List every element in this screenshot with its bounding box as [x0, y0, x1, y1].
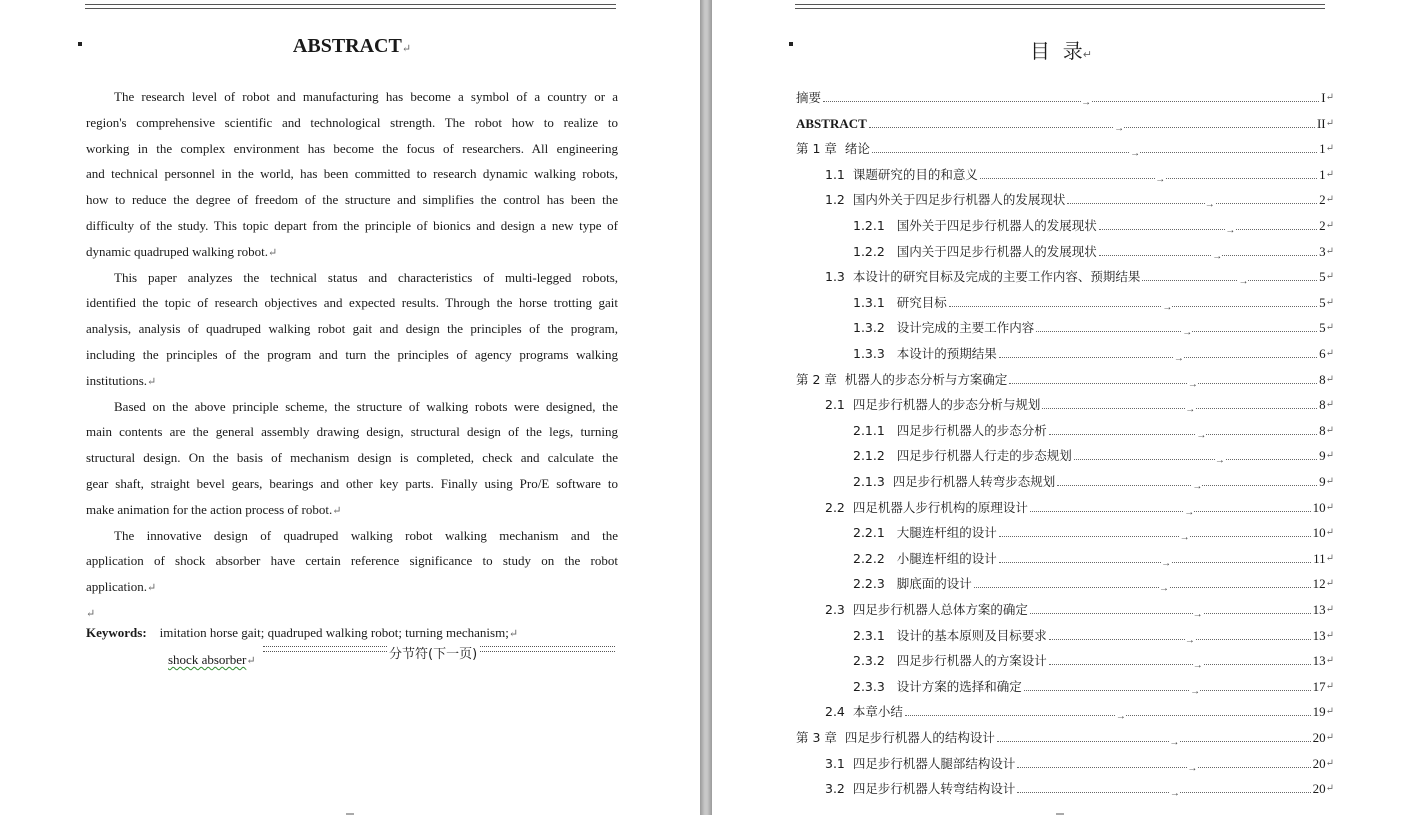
paragraph-mark-icon: ↵	[1325, 706, 1334, 718]
toc-dot-leader	[1024, 685, 1311, 697]
toc-entry-page: 5	[1319, 320, 1326, 336]
toc-entry[interactable]	[853, 523, 1334, 544]
toc-dot-leader	[872, 148, 1317, 160]
toc-dot-leader	[1042, 404, 1317, 416]
abstract-line: working in the complex environment has become the focus of researchers. All engineering	[86, 140, 618, 156]
tab-arrow-icon: →	[1225, 225, 1236, 236]
toc-entry[interactable]	[796, 728, 1334, 746]
toc-entry-page: 19	[1312, 704, 1326, 720]
toc-dot-leader	[999, 557, 1311, 569]
paragraph-mark-icon: ↵	[1325, 143, 1334, 155]
toc-dot-leader	[980, 173, 1317, 185]
toc-entry-label: 1.3.3 本设计的预期结果	[853, 346, 997, 361]
toc-entry-page: 9	[1319, 474, 1326, 489]
paragraph-mark-icon: ↵	[1325, 424, 1334, 436]
empty-paragraph-mark: ↵	[86, 608, 96, 620]
toc-entry-label: 1.3.1 研究目标	[853, 294, 947, 310]
toc-entry-label: 2.2.1 大腿连杆组的设计	[853, 525, 997, 541]
toc-entry[interactable]	[825, 754, 1334, 772]
tab-arrow-icon: →	[1184, 506, 1195, 518]
toc-entry-label: 2.1.1 四足步行机器人的步态分析	[853, 422, 1047, 438]
toc-entry-label: 第 3 章 四足步行机器人的结构设计	[796, 730, 995, 745]
keywords-label: Keywords:	[86, 625, 147, 640]
toc-entry[interactable]	[825, 779, 1334, 800]
abstract-line: how to reduce the degree of freedom of the structure and simplifies the control has been the	[86, 192, 618, 208]
paragraph-mark-icon: ↵	[1325, 117, 1334, 129]
page-header-rule	[795, 4, 1325, 9]
tab-arrow-icon: →	[1115, 711, 1126, 723]
paragraph-mark-icon: ↵	[1325, 322, 1334, 334]
toc-dot-leader	[999, 353, 1317, 364]
paragraph-mark-icon: ↵	[147, 582, 157, 595]
keywords-line-2: shock absorber↵	[168, 652, 256, 667]
toc-entry[interactable]	[853, 216, 1334, 234]
tab-arrow-icon: →	[1192, 481, 1203, 492]
toc-dot-leader	[1017, 788, 1310, 800]
paragraph-mark-icon: ↵	[1325, 604, 1334, 615]
tab-arrow-icon: →	[1190, 685, 1201, 697]
tab-arrow-icon: →	[1169, 788, 1180, 800]
toc-entry-page: 10	[1312, 499, 1326, 515]
abstract-line: The innovative design of quadruped walking robot walking mechanism and the	[114, 527, 618, 543]
tab-arrow-icon: →	[1130, 148, 1141, 160]
toc-entry-page: 12	[1312, 576, 1326, 592]
tab-arrow-icon: →	[1179, 532, 1190, 544]
toc-entry-page: 17	[1312, 678, 1326, 694]
toc-entry-page: 5	[1319, 269, 1326, 285]
toc-entry[interactable]	[825, 267, 1334, 288]
toc-entry-page: 9	[1319, 448, 1326, 464]
abstract-line: This paper analyzes the technical status and characteristics of multi-legged robots,	[114, 269, 618, 285]
toc-page	[712, 0, 1407, 815]
paragraph-mark-icon: ↵	[1325, 680, 1334, 692]
abstract-page	[0, 0, 700, 815]
toc-dot-leader	[1036, 327, 1317, 339]
tab-arrow-icon: →	[1185, 404, 1196, 416]
toc-entry[interactable]	[853, 472, 1334, 490]
toc-entry[interactable]	[796, 139, 1334, 160]
paragraph-mark-bullet	[789, 42, 793, 46]
keywords-text: imitation horse gait; quadruped walking robot; turning mechanism;	[159, 625, 509, 640]
tab-arrow-icon: →	[1173, 353, 1184, 364]
toc-dot-leader	[905, 711, 1311, 723]
toc-dot-leader	[1009, 378, 1317, 390]
tab-arrow-icon: →	[1182, 327, 1193, 339]
toc-entry-label: 2.2.3 脚底面的设计	[853, 576, 972, 592]
toc-entry-label: 1.3.2 设计完成的主要工作内容	[853, 320, 1035, 336]
toc-entry[interactable]	[853, 651, 1334, 672]
tab-arrow-icon: →	[1155, 173, 1166, 185]
toc-entry-page: 2	[1319, 218, 1326, 233]
abstract-line: application of shock absorber have certain reference significance to study on the robot	[86, 553, 618, 569]
paragraph-mark-icon: ↵	[1325, 348, 1334, 359]
abstract-line: dynamic quadruped walking robot.↵	[86, 243, 278, 259]
keywords-line: Keywords: imitation horse gait; quadruped walking robot; turning mechanism;↵	[86, 625, 519, 640]
toc-entry-page: I	[1321, 90, 1326, 105]
toc-dot-leader	[869, 122, 1315, 134]
abstract-line: including the principles of the program and turn the principles of agency programs walking	[86, 347, 618, 362]
toc-entry[interactable]	[853, 626, 1334, 644]
toc-entry-page: 13	[1312, 602, 1326, 617]
paragraph-mark-icon: ↵	[1325, 501, 1334, 513]
toc-entry-page: 10	[1312, 525, 1326, 541]
paragraph-mark-icon: ↵	[1325, 629, 1334, 641]
paragraph-mark-icon: ↵	[1325, 450, 1334, 462]
abstract-line: application.↵	[86, 579, 157, 595]
abstract-line: region's comprehensive scientific and technological strength. The robot how to realize to	[86, 114, 618, 130]
toc-entry-label: 第 2 章 机器人的步态分析与方案确定	[796, 371, 1008, 387]
toc-entry-label: 1.1 课题研究的目的和意义	[825, 166, 978, 182]
paragraph-mark-icon: ↵	[1325, 296, 1334, 308]
paragraph-mark-icon: ↵	[267, 246, 278, 259]
toc-dot-leader	[1030, 506, 1311, 518]
toc-entry[interactable]	[853, 549, 1334, 567]
page-gutter	[700, 0, 712, 815]
toc-dot-leader	[1049, 634, 1311, 646]
tab-arrow-icon: →	[1192, 660, 1203, 672]
toc-entry[interactable]	[853, 318, 1334, 339]
toc-entry-label: 1.2.2 国内关于四足步行机器人的发展现状	[853, 243, 1097, 259]
toc-entry[interactable]	[853, 344, 1334, 362]
toc-entry-page: II	[1316, 115, 1326, 131]
paragraph-mark-icon: ↵	[1325, 527, 1334, 539]
abstract-line: and technical personnel in the world, has been committed to research dynamic walking robots,	[86, 166, 618, 182]
toc-entry-label: 3.2 四足步行机器人转弯结构设计	[825, 781, 1016, 797]
toc-entry[interactable]	[853, 421, 1334, 439]
page-header-rule	[85, 4, 616, 9]
toc-dot-leader	[1099, 250, 1317, 262]
toc-entry[interactable]	[825, 395, 1334, 416]
toc-entry[interactable]	[853, 574, 1334, 595]
abstract-line: gear shaft, straight bevel gears, bearings and other key parts. Finally using Pro/E software to	[86, 476, 618, 491]
toc-dot-leader	[1057, 481, 1317, 492]
toc-entry-label: 2.4 本章小结	[825, 704, 903, 720]
toc-entry-page: 5	[1319, 294, 1326, 310]
paragraph-mark-icon: ↵	[1325, 220, 1334, 231]
toc-entry-page: 13	[1312, 653, 1326, 669]
toc-entry-label: ABSTRACT	[796, 115, 867, 131]
toc-entry[interactable]	[853, 446, 1334, 467]
paragraph-mark-icon: ↵	[1325, 578, 1334, 590]
tab-arrow-icon: →	[1196, 429, 1207, 441]
paragraph-mark-icon: ↵	[1325, 476, 1334, 487]
keywords-text-2: shock absorber	[168, 652, 247, 667]
toc-entry-label: 2.3.2 四足步行机器人的方案设计	[853, 653, 1047, 669]
toc-entry-label: 2.3 四足步行机器人总体方案的确定	[825, 602, 1028, 617]
tab-arrow-icon: →	[1187, 762, 1198, 774]
abstract-line: Based on the above principle scheme, the structure of walking robots were designed, the	[114, 398, 618, 414]
toc-entry[interactable]	[796, 370, 1334, 388]
paragraph-mark-icon: ↵	[1325, 373, 1334, 385]
toc-entry[interactable]	[825, 702, 1334, 723]
toc-entry-page: 2	[1319, 192, 1326, 208]
toc-dot-leader	[1099, 225, 1317, 236]
paragraph-mark-icon: ↵	[1325, 271, 1334, 283]
toc-entry[interactable]	[825, 600, 1334, 618]
toc-entry[interactable]	[825, 190, 1334, 211]
toc-dot-leader	[997, 737, 1311, 748]
toc-dot-leader	[974, 583, 1311, 595]
tab-arrow-icon: →	[1238, 276, 1249, 288]
toc-entry-page: 11	[1313, 550, 1326, 566]
toc-entry-label: 摘要	[796, 90, 822, 105]
tab-arrow-icon: →	[1081, 97, 1092, 108]
paragraph-mark-icon: ↵	[1325, 399, 1334, 411]
toc-entry-label: 1.2.1 国外关于四足步行机器人的发展现状	[853, 218, 1097, 233]
toc-entry[interactable]	[796, 88, 1334, 106]
tab-arrow-icon: →	[1169, 737, 1180, 748]
abstract-line: make animation for the action process of robot.↵	[86, 501, 342, 517]
toc-entry-page: 20	[1312, 755, 1326, 771]
toc-entry[interactable]	[825, 165, 1334, 183]
abstract-line: The research level of robot and manufacturing has become a symbol of a country or a	[114, 89, 618, 104]
paragraph-mark-icon: ↵	[1325, 168, 1334, 180]
abstract-line: difficulty of the study. This topic depart from the principle of bionics and design a new type of	[86, 218, 618, 233]
toc-entry-label: 第 1 章 绪论	[796, 141, 870, 157]
tab-arrow-icon: →	[1159, 583, 1170, 595]
toc-entry-page: 8	[1319, 397, 1326, 413]
toc-title: 目 录↵	[1030, 39, 1092, 63]
toc-entry-page: 8	[1319, 422, 1326, 438]
tab-arrow-icon: →	[1161, 557, 1172, 569]
abstract-line: institutions.↵	[86, 372, 157, 388]
paragraph-mark-icon: ↵	[1325, 552, 1334, 564]
toc-dot-leader	[1049, 429, 1317, 441]
toc-entry-label: 2.1 四足步行机器人的步态分析与规划	[825, 397, 1041, 413]
toc-entry-page: 3	[1319, 243, 1326, 259]
tab-arrow-icon: →	[1204, 199, 1215, 211]
toc-entry[interactable]	[853, 242, 1334, 260]
toc-entry-page: 6	[1319, 346, 1326, 361]
tab-arrow-icon: →	[1184, 634, 1195, 646]
tab-arrow-icon: →	[1114, 122, 1125, 134]
paragraph-mark-bullet	[78, 42, 82, 46]
toc-dot-leader	[999, 532, 1311, 544]
toc-entry-label: 2.1.2 四足步行机器人行走的步态规划	[853, 448, 1072, 464]
toc-dot-leader	[949, 301, 1317, 313]
toc-dot-leader	[1030, 609, 1311, 620]
toc-dot-leader	[1017, 762, 1310, 774]
toc-entry-page: 8	[1319, 371, 1326, 387]
tab-arrow-icon: →	[1192, 609, 1203, 620]
paragraph-mark-icon: ↵	[1325, 245, 1334, 257]
toc-entry-page: 1	[1319, 141, 1326, 157]
tab-arrow-icon: →	[1214, 455, 1225, 467]
section-break-label: 分节符(下一页)	[387, 643, 479, 662]
toc-dot-leader	[823, 97, 1319, 108]
paragraph-mark-icon: ↵	[1325, 757, 1334, 769]
abstract-line: analysis, analysis of quadruped walking robot gait and design the principles of the program,	[86, 321, 618, 337]
paragraph-mark-icon: ↵	[1325, 92, 1334, 103]
toc-entry-label: 2.3.3 设计方案的选择和确定	[853, 678, 1022, 694]
toc-entry-page: 20	[1312, 730, 1326, 745]
paragraph-mark-icon: ↵	[147, 375, 157, 388]
toc-entry-label: 2.2 四足机器人步行机构的原理设计	[825, 499, 1028, 515]
abstract-title: ABSTRACT↵	[292, 35, 412, 57]
toc-entry[interactable]	[853, 293, 1334, 311]
toc-dot-leader	[1074, 455, 1317, 467]
abstract-line: identified the topic of research objectives and expected results. Through the horse trotting gait	[86, 295, 618, 311]
toc-entry-label: 1.3 本设计的研究目标及完成的主要工作内容、预期结果	[825, 269, 1141, 285]
paragraph-mark-icon: ↵	[1325, 655, 1334, 667]
abstract-line: main contents are the general assembly drawing design, structural design of the legs, turning	[86, 424, 618, 440]
toc-dot-leader	[1142, 276, 1317, 288]
toc-dot-leader	[1049, 660, 1311, 672]
toc-entry[interactable]	[853, 677, 1334, 695]
toc-dot-leader	[1067, 199, 1317, 211]
toc-entry-label: 1.2 国内外关于四足步行机器人的发展现状	[825, 192, 1066, 208]
paragraph-mark-icon: ↵	[1325, 732, 1334, 743]
tab-arrow-icon: →	[1162, 301, 1173, 313]
toc-entry-page: 1	[1319, 166, 1326, 182]
paragraph-mark-icon: ↵	[1325, 783, 1334, 795]
toc-entry[interactable]	[796, 114, 1334, 132]
tab-arrow-icon: →	[1212, 250, 1223, 262]
tab-arrow-icon: →	[1187, 378, 1198, 390]
toc-entry-page: 13	[1312, 627, 1326, 643]
toc-entry-label: 2.1.3 四足步行机器人转弯步态规划	[853, 474, 1056, 489]
paragraph-mark-icon: ↵	[332, 504, 342, 517]
toc-entry-label: 2.2.2 小腿连杆组的设计	[853, 550, 997, 566]
abstract-line: structural design. On the basis of mechanism design is completed, check and calculate the	[86, 450, 618, 466]
toc-entry[interactable]	[825, 498, 1334, 516]
toc-entry-label: 2.3.1 设计的基本原则及目标要求	[853, 627, 1047, 643]
toc-entry-label: 3.1 四足步行机器人腿部结构设计	[825, 755, 1016, 771]
toc-entry-page: 20	[1312, 781, 1326, 797]
paragraph-mark-icon: ↵	[1325, 194, 1334, 206]
